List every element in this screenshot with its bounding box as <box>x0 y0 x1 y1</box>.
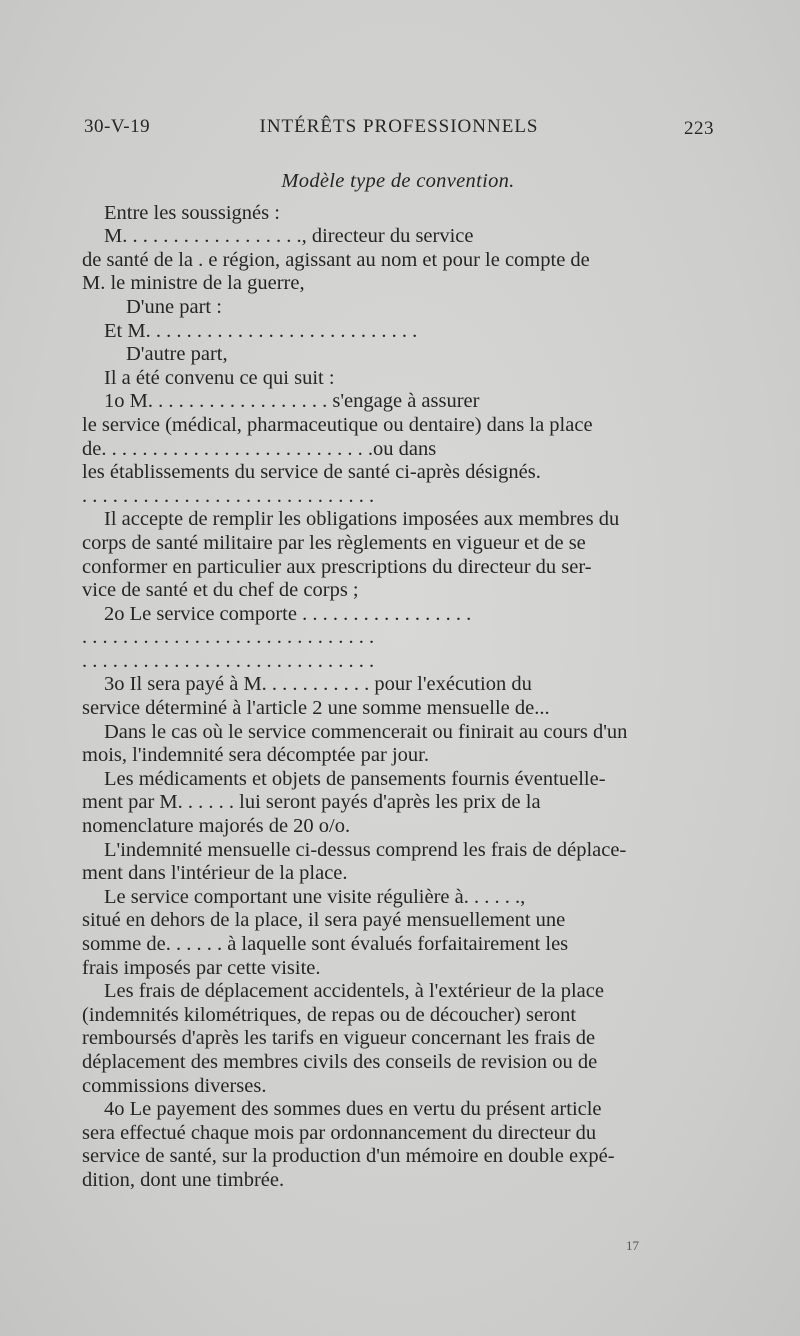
text-line: corps de santé militaire par les règlements en vigueur et de se <box>82 531 586 554</box>
dotted-line: . . . . . . . . . . . . . . . . . . . . . . . . . . . . . <box>82 626 375 649</box>
text-line: vice de santé et du chef de corps ; <box>82 579 359 602</box>
text-line: situé en dehors de la place, il sera payé mensuellement une <box>82 909 566 932</box>
section-title: INTÉRÊTS PROFESSIONNELS <box>259 116 539 137</box>
text-line: M. le ministre de la guerre, <box>82 272 305 295</box>
text-line: Et M. . . . . . . . . . . . . . . . . . . . . . . . . . . <box>104 319 418 342</box>
text-line: le service (médical, pharmaceutique ou dentaire) dans la place <box>82 413 593 436</box>
text-line: sera effectué chaque mois par ordonnancement du directeur du <box>82 1121 597 1144</box>
issue-date: 30-V-19 <box>84 116 151 137</box>
text-line: Les médicaments et objets de pansements fournis éventuelle- <box>104 767 606 790</box>
text-line: Les frais de déplacement accidentels, à l'extérieur de la place <box>104 980 604 1003</box>
text-line: D'une part : <box>126 295 222 318</box>
text-line: Le service comportant une visite régulière à. . . . . ., <box>104 885 526 908</box>
signature-mark: 17 <box>626 1238 639 1253</box>
text-line: ment dans l'intérieur de la place. <box>82 862 348 885</box>
text-line: frais imposés par cette visite. <box>82 956 321 979</box>
text-line: service de santé, sur la production d'un mémoire en double expé- <box>82 1145 615 1168</box>
text-line: conformer en particulier aux prescriptions du directeur du ser- <box>82 555 592 578</box>
text-line: 3o Il sera payé à M. . . . . . . . . . . pour l'exécution du <box>104 673 532 696</box>
text-line: L'indemnité mensuelle ci-dessus comprend les frais de déplace- <box>104 838 627 861</box>
convention-heading: Modèle type de convention. <box>281 170 515 192</box>
text-line: D'autre part, <box>126 343 228 366</box>
text-line: 4o Le payement des sommes dues en vertu du présent article <box>104 1098 602 1121</box>
text-line: commissions diverses. <box>82 1074 267 1097</box>
text-line: ment par M. . . . . . lui seront payés d'après les prix de la <box>82 791 541 814</box>
text-line: M. . . . . . . . . . . . . . . . . ., directeur du service <box>104 225 474 248</box>
text-line: somme de. . . . . . à laquelle sont évalués forfaitairement les <box>82 933 569 955</box>
text-line: service déterminé à l'article 2 une somme mensuelle de... <box>82 697 550 720</box>
text-line: Entre les soussignés : <box>104 201 280 224</box>
text-line: Dans le cas où le service commencerait ou finirait au cours d'un <box>104 720 628 743</box>
page-number: 223 <box>684 118 714 139</box>
text-line: les établissements du service de santé ci-après désignés. <box>82 461 541 484</box>
dotted-line: . . . . . . . . . . . . . . . . . . . . . . . . . . . . . <box>82 484 375 507</box>
text-line: Il a été convenu ce qui suit : <box>104 366 335 389</box>
text-line: (indemnités kilométriques, de repas ou de découcher) seront <box>82 1003 577 1026</box>
body-text <box>82 170 714 1193</box>
text-line: dition, dont une timbrée. <box>82 1168 285 1191</box>
text-line: 2o Le service comporte . . . . . . . . . . . . . . . . . <box>104 602 472 625</box>
text-line: mois, l'indemnité sera décomptée par jour. <box>82 744 429 767</box>
text-line: Il accepte de remplir les obligations imposées aux membres du <box>104 508 620 531</box>
text-line: de santé de la . e région, agissant au nom et pour le compte de <box>82 248 590 271</box>
text-line: de. . . . . . . . . . . . . . . . . . . . . . . . . . .ou dans <box>82 437 437 460</box>
text-line: nomenclature majorés de 20 o/o. <box>82 815 351 838</box>
text-line: déplacement des membres civils des conseils de revision ou de <box>82 1050 598 1073</box>
text-line: 1o M. . . . . . . . . . . . . . . . . . s'engage à assurer <box>104 390 480 413</box>
dotted-line: . . . . . . . . . . . . . . . . . . . . . . . . . . . . . <box>82 649 375 672</box>
running-head <box>84 116 714 146</box>
text-line: remboursés d'après les tarifs en vigueur concernant les frais de <box>82 1027 596 1050</box>
